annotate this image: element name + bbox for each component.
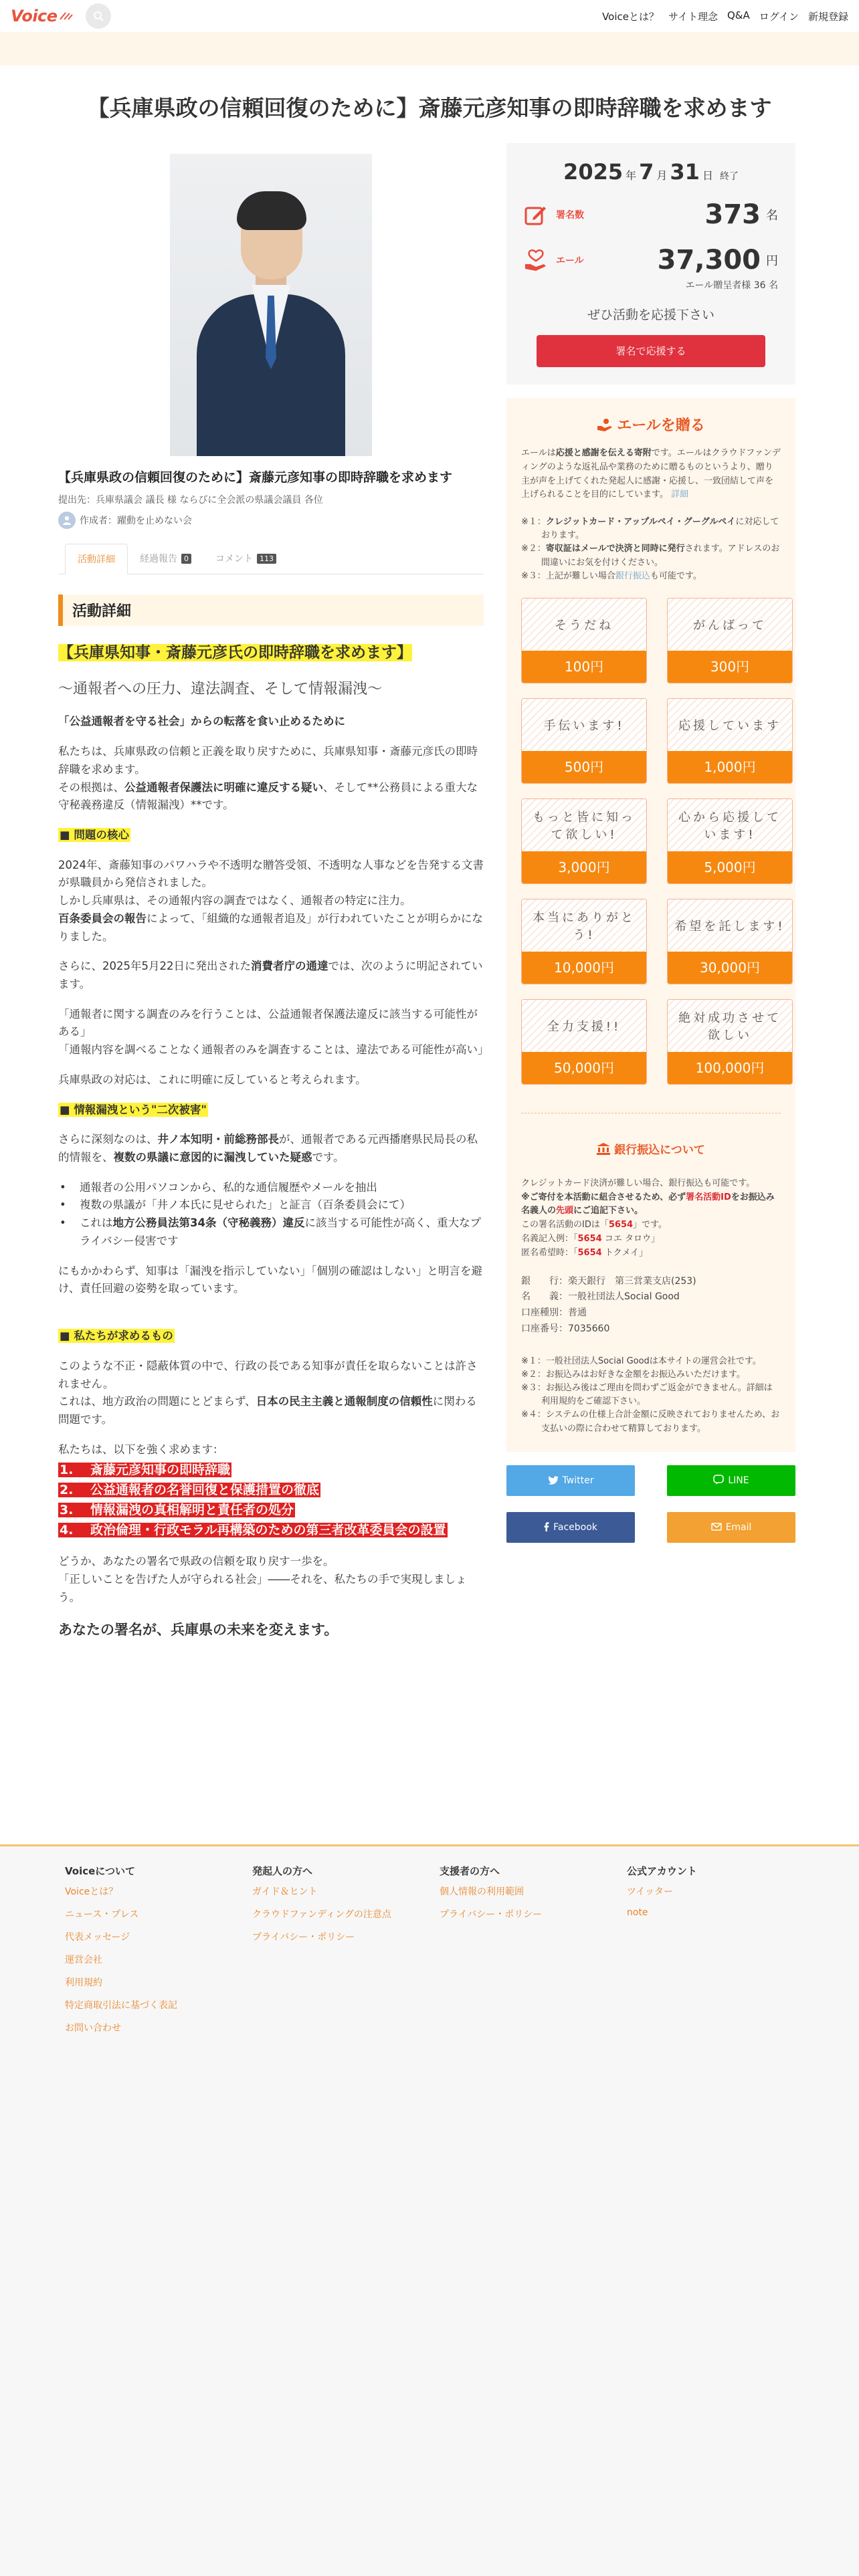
text-bold: 寄収証はメールで決済と同時に発行 (545, 544, 685, 554)
bank-account-info (521, 1274, 781, 1337)
date-end-label: 終了 (719, 171, 739, 182)
yell-unit: 円 (766, 254, 778, 268)
tab-count-badge: 0 (181, 554, 191, 564)
bank-name: 銀 行：楽天銀行 第三営業支店(253) (521, 1275, 696, 1287)
text: これは (80, 1216, 113, 1230)
footer-heading: Voiceについて (65, 1865, 136, 1877)
yell-option[interactable] (667, 698, 793, 784)
yell-option[interactable] (521, 899, 647, 984)
date-unit: 年 (626, 169, 637, 182)
closing-statement: あなたの署名が、兵庫県の未来を変えます。 (58, 1622, 339, 1638)
note: ※４：システムの仕様上合計金額に反映されておりませんため、お支払いの際に合わせて精算しております。 (521, 1410, 780, 1434)
email-icon (711, 1523, 722, 1531)
creator-name[interactable]: 作成者：躍動を止めない会 (80, 515, 192, 526)
signature-unit: 名 (766, 209, 778, 223)
footer-link[interactable]: 運営会社 (65, 1955, 102, 1965)
avatar[interactable] (58, 512, 76, 529)
list-item: • 通報者の公用パソコンから、私的な通信履歴やメールを抽出 (58, 1179, 484, 1197)
text: されます。アドレスのお間違いにお気を付けください。 (541, 544, 780, 568)
quote: 「通報内容を調べることなく通報者のみを調査することは、違法である可能性が高い」 (58, 1043, 489, 1057)
account-type: 口座種別：普通 (521, 1307, 587, 1319)
date-unit: 月 (656, 169, 668, 182)
tab-progress[interactable] (128, 544, 203, 574)
footer-heading: 支援者の方へ (440, 1865, 500, 1877)
footer-link[interactable]: プライバシー・ポリシー (252, 1932, 355, 1943)
text: この署名活動のIDは「 (521, 1220, 609, 1230)
text-bold: 地方公務員法第34条（守秘義務）違反 (112, 1216, 305, 1230)
note: ※３：お振込み後はご理由を問わずご返金ができません。詳細は利用規約をご確認下さい。 (521, 1383, 773, 1407)
paragraph: にもかかわらず、知事は「漏洩を指示していない」「個別の確認はしない」と明言を避け、責任回避の姿勢を取っています。 (58, 1264, 482, 1295)
date-day: 31 (670, 159, 700, 185)
paragraph: 私たちは、以下を強く求めます： (58, 1442, 224, 1456)
tab-count-badge: 113 (257, 554, 276, 564)
yell-option[interactable] (667, 899, 793, 984)
heart-hand-icon (524, 248, 548, 272)
status-card (506, 143, 795, 385)
share-label: Twitter (562, 1475, 594, 1486)
date-unit: 日 (702, 169, 713, 182)
section-heading: 活動詳細 (58, 595, 484, 626)
nav-faq[interactable]: Q&A (727, 9, 750, 21)
campaign-target: 提出先：兵庫県議会 議長 様 ならびに全会派の県議会議員 各位 (58, 494, 323, 506)
footer-link[interactable]: お問い合わせ (65, 2023, 121, 2034)
footer-column-about (65, 1864, 252, 2044)
yell-description (521, 447, 781, 502)
tab-detail[interactable] (65, 544, 128, 574)
text: さらに、2025年5月22日に発出された (58, 960, 251, 973)
detail-bold-lead: 「公益通報者を守る社会」からの転落を食い止めるために (58, 715, 345, 728)
yell-option[interactable] (521, 999, 647, 1085)
line-icon (713, 1475, 724, 1485)
yell-message: がんばって (668, 599, 792, 651)
tab-label: 経過報告 (140, 554, 177, 564)
share-facebook-button[interactable] (506, 1512, 635, 1543)
list-item: • 複数の県議が「井ノ本氏に見せられた」と証言（百条委員会にて） (58, 1196, 484, 1214)
text-bold: 井ノ本知明・前総務部長 (157, 1133, 279, 1146)
main-content (58, 154, 489, 1653)
request-item: 1. 斎藤元彦知事の即時辞職 (60, 1463, 231, 1478)
text: に関わる問題です。 (58, 1395, 477, 1426)
text: によって、「組織的な通報者追及」が行われていたことが明らかになりました。 (58, 911, 483, 943)
paragraph: このような不正・隠蔽体質の中で、行政の長である知事が責任を取らないことは許されません。 (58, 1359, 478, 1390)
user-icon (62, 515, 72, 526)
campaign-id: 5654 (577, 1247, 602, 1258)
note: ※２：お振込みはお好きな金額をお振込みいただけます。 (521, 1370, 745, 1380)
end-date (524, 159, 778, 185)
site-footer (0, 1844, 859, 2576)
pen-signature-icon (524, 203, 548, 227)
yell-option[interactable] (521, 798, 647, 884)
request-list (58, 1461, 484, 1539)
text: ※３：上記が難しい場合 (521, 570, 615, 581)
yell-message: 手伝います! (522, 699, 646, 751)
signature-count: 373 (704, 199, 761, 230)
campaign-title: 【兵庫県政の信頼回復のために】斎藤元彦知事の即時辞職を求めます (58, 470, 453, 485)
text-bold: 消費者庁の通達 (251, 960, 328, 973)
share-label: Email (725, 1521, 752, 1533)
footer-link[interactable]: 代表メッセージ (65, 1932, 130, 1943)
text: 名義記入例：「 (521, 1234, 578, 1245)
text: も可能です。 (650, 570, 702, 581)
text: エールは (521, 448, 556, 458)
yell-amount-button[interactable]: 100,000円 (668, 1052, 792, 1084)
text: に該当する可能性が高く、重大なプライバシー侵害です (80, 1216, 482, 1247)
text-bold: 複数の県議に意図的に漏洩していた疑惑 (113, 1151, 312, 1164)
bank-icon (597, 1143, 610, 1155)
footer-heading: 発起人の方へ (252, 1865, 313, 1877)
text: さらに深刻なのは、 (58, 1133, 158, 1146)
request-item: 2. 公益通報者の名誉回復と保護措置の徹底 (60, 1483, 320, 1498)
footer-columns (65, 1864, 814, 2044)
text-red: 署名活動ID (686, 1192, 731, 1202)
yell-heading-text: エールを贈る (617, 417, 705, 434)
tab-label: コメント (215, 554, 253, 564)
footer-link[interactable]: note (627, 1907, 648, 1918)
signature-stat (524, 199, 778, 230)
share-email-button[interactable] (667, 1512, 795, 1543)
yell-hand-icon (597, 417, 613, 432)
campaign-tabs (58, 544, 484, 574)
yell-option[interactable] (521, 698, 647, 784)
yell-amount-button[interactable]: 100円 (522, 651, 646, 683)
footer-link[interactable]: クラウドファンディングの注意点 (252, 1909, 391, 1920)
nav-philosophy[interactable]: サイト理念 (668, 10, 718, 23)
campaign-photo (170, 154, 372, 456)
yell-amount-button[interactable]: 30,000円 (668, 952, 792, 984)
footer-link[interactable]: 利用規約 (65, 1977, 102, 1988)
bank-notes (521, 1355, 781, 1436)
bank-transfer-link[interactable]: 銀行振込 (615, 570, 650, 581)
yell-message: 希望を託します! (668, 899, 792, 952)
share-label: LINE (728, 1475, 749, 1486)
text: ※２： (521, 544, 546, 554)
support-message: ぜひ活動を応援下さい (587, 308, 714, 322)
yell-amount: 37,300 (657, 245, 761, 276)
text: 、そして**公務員による重大な守秘義務違反（情報漏洩）**です。 (58, 780, 478, 812)
yell-heading (521, 414, 781, 435)
text: をお振込み名義人の (521, 1192, 775, 1216)
yell-option[interactable] (667, 798, 793, 884)
sidebar (506, 143, 795, 1543)
bank-heading (521, 1140, 781, 1157)
bullet-list (58, 1179, 484, 1251)
text: ※１： (521, 517, 546, 528)
account-number: 口座番号：7035660 (521, 1323, 610, 1335)
text: コエ タロウ」 (601, 1234, 660, 1245)
campaign-id: 5654 (577, 1234, 602, 1245)
signature-label: 署名数 (556, 210, 584, 221)
text: 「正しいことを告げた人が守られる社会」――それを、私たちの手で実現しましょう。 (58, 1572, 467, 1604)
note: ※１：一般社団法人Social Goodは本サイトの運営会社です。 (521, 1356, 761, 1366)
yell-message: もっと皆に知って欲しい! (522, 799, 646, 851)
sub-banner (0, 32, 859, 66)
yell-option[interactable] (667, 598, 793, 683)
logo-spark-icon (59, 11, 74, 21)
subsection-heading: ■ 私たちが求めるもの (60, 1329, 173, 1343)
text: では、次のように明記されています。 (58, 960, 483, 990)
footer-heading: 公式アカウント (627, 1865, 697, 1877)
tab-comments[interactable] (203, 544, 288, 574)
detail-subheadline: 〜通報者への圧力、違法調査、そして情報漏洩〜 (58, 680, 383, 697)
text-bold: 応援と感謝を伝える寄附 (555, 448, 652, 458)
share-label: Facebook (553, 1521, 597, 1533)
share-line-button[interactable] (667, 1465, 795, 1496)
paragraph: 私たちは、兵庫県政の信頼と正義を取り戻すために、兵庫県知事・斎藤元彦氏の即時辞職を求めます。 (58, 745, 478, 776)
facebook-icon (544, 1522, 549, 1531)
yell-notes (521, 516, 781, 583)
yell-amount-button[interactable]: 500円 (522, 751, 646, 783)
subsection-heading: ■ 情報漏洩という"二次被害" (60, 1103, 207, 1116)
text: です。 (312, 1151, 345, 1164)
yell-message: 絶対成功させて欲しい (668, 1000, 792, 1052)
subsection-heading: ■ 問題の核心 (60, 828, 129, 841)
yell-amount-button[interactable]: 3,000円 (522, 851, 646, 883)
yell-amount-button[interactable]: 50,000円 (522, 1052, 646, 1084)
tab-label: 活動詳細 (78, 554, 115, 565)
twitter-icon (548, 1476, 559, 1485)
nav-about[interactable]: Voiceとは？ (602, 10, 659, 23)
footer-link[interactable]: ニュース・プレス (65, 1909, 139, 1920)
yell-label: エール (556, 255, 584, 266)
date-year: 2025 (563, 159, 624, 185)
yell-amount-button[interactable]: 10,000円 (522, 952, 646, 984)
yell-stat (524, 245, 778, 276)
sign-button[interactable]: 署名で応援する (537, 335, 765, 367)
footer-column-organizers (252, 1864, 440, 2044)
text: どうか、あなたの署名で県政の信頼を取り戻す一歩を。 (58, 1555, 335, 1568)
yell-message: 全力支援!! (522, 1000, 646, 1052)
nav-signup[interactable]: 新規登録 (807, 10, 848, 23)
yell-amount-button[interactable]: 1,000円 (668, 751, 792, 783)
yell-option[interactable] (667, 999, 793, 1085)
text: その根拠は、 (58, 780, 124, 794)
text-bold: 公益通報者保護法に明確に違反する疑い (124, 780, 323, 794)
yell-message: 本当にありがとう! (522, 899, 646, 952)
yell-option[interactable] (521, 598, 647, 683)
footer-link[interactable]: プライバシー・ポリシー (440, 1909, 543, 1920)
text: トクメイ」 (601, 1247, 648, 1258)
text-bold: 日本の民主主義と通報制度の信頼性 (256, 1395, 433, 1408)
footer-column-supporters (440, 1864, 627, 2044)
yell-message: 応援しています (668, 699, 792, 751)
text: が、通報者である元西播磨県民局長の私的情報を、 (58, 1133, 478, 1164)
footer-link[interactable]: Voiceとは？ (65, 1887, 118, 1897)
campaign-id: 5654 (608, 1220, 634, 1230)
paragraph: 兵庫県政の対応は、これに明確に反していると考えられます。 (58, 1073, 367, 1086)
yell-amount-button[interactable]: 5,000円 (668, 851, 792, 883)
request-item: 3. 情報漏洩の真相解明と責任者の処分 (60, 1502, 294, 1517)
yell-message: 心から応援しています! (668, 799, 792, 851)
yell-amount-button[interactable]: 300円 (668, 651, 792, 683)
detail-headline: 【兵庫県知事・斎藤元彦氏の即時辞職を求めます】 (58, 643, 412, 661)
quote: 「通報者に関する調査のみを行うことは、公益通報者保護法違反に該当する可能性がある」 (58, 1007, 478, 1039)
yell-message: そうだね (522, 599, 646, 651)
text: これは、地方政治の問題にとどまらず、 (58, 1395, 256, 1408)
detail-link[interactable]: 詳細 (671, 490, 689, 500)
text: に対応しております。 (541, 517, 779, 541)
share-twitter-button[interactable] (506, 1465, 635, 1496)
top-nav (602, 9, 848, 23)
text-red: 先頭 (556, 1206, 574, 1216)
yell-card (506, 398, 795, 1452)
text: ※ご寄付を本活動に紐合させるため、必ず (521, 1192, 686, 1202)
request-item: 4. 政治倫理・行政モラル再構築のための第三者改革委員会の設置 (60, 1522, 446, 1537)
footer-link[interactable]: ガイド＆ヒント (252, 1887, 318, 1897)
top-header (0, 0, 859, 32)
supporter-count: エール贈呈者様 36 名 (685, 280, 778, 291)
account-holder: 名 義：一般社団法人Social Good (521, 1291, 680, 1303)
yell-options (521, 598, 785, 1085)
text: 」です。 (633, 1220, 668, 1230)
text-bold: 百条委員会の報告 (58, 911, 147, 925)
share-buttons (506, 1465, 795, 1543)
bank-description (521, 1177, 781, 1261)
text: 匿名希望時：「 (521, 1247, 578, 1258)
text-bold: クレジットカード・アップルペイ・グーグルペイ (545, 517, 736, 528)
creator-line (58, 512, 484, 529)
bank-heading-text: 銀行振込について (614, 1143, 705, 1157)
text: にご追記下さい。 (573, 1206, 644, 1216)
text: クレジットカード決済が難しい場合、銀行振込も可能です。 (521, 1178, 755, 1188)
search-button[interactable] (86, 3, 111, 29)
list-item (58, 1214, 484, 1250)
text: しかし兵庫県は、その通報内容の調査ではなく、通報者の特定に注力。 (58, 894, 411, 907)
date-month: 7 (639, 159, 654, 185)
footer-link[interactable]: 個人情報の利用範囲 (440, 1887, 524, 1897)
text: です。エールはクラウドファンディングのような返礼品や業務のために贈るものというより、贈り主が声を上げてくれた発起人に感謝・応援し、一致団結して声を上げられることを目的にしています。 (521, 448, 781, 500)
search-icon (93, 11, 104, 21)
page-title: 【兵庫県政の信頼回復のために】斎藤元彦知事の即時辞職を求めます (87, 95, 772, 121)
site-logo[interactable]: Voice (11, 7, 58, 25)
nav-login[interactable]: ログイン (759, 10, 799, 23)
footer-link[interactable]: ツイッター (627, 1887, 674, 1897)
footer-link[interactable]: 特定商取引法に基づく表記 (65, 2000, 177, 2011)
footer-column-accounts (627, 1864, 814, 2044)
detail-body (58, 641, 489, 1642)
paragraph: 2024年、斎藤知事のパワハラや不透明な贈答受領、不透明な人事などを告発する文書が県職員から発信されました。 (58, 858, 484, 889)
